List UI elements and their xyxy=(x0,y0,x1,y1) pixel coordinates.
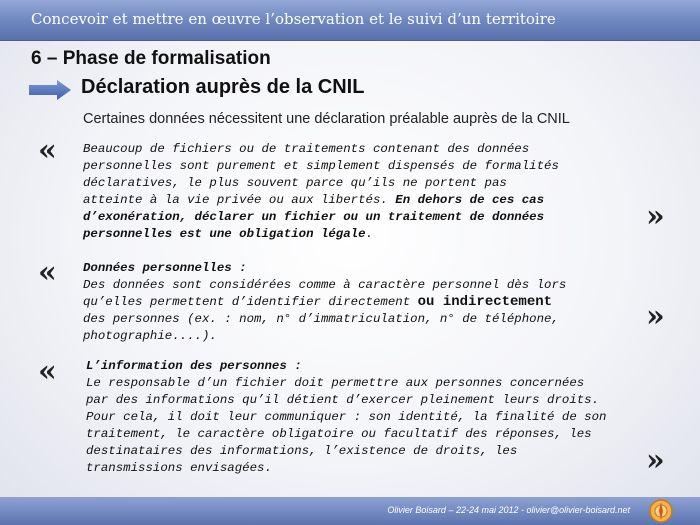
text-line-bold: personnelles est une obligation légale xyxy=(83,227,366,241)
slide-subtitle: Déclaration auprès de la CNIL xyxy=(81,76,365,98)
close-quote-mark: » xyxy=(646,443,665,478)
block-heading: L’information des personnes : xyxy=(86,359,302,373)
footer-credit: Olivier Boisard – 22-24 mai 2012 - olivier@olivier-boisard.net xyxy=(387,505,630,515)
text-emphasis: ou indirectement xyxy=(417,294,553,310)
quote-block-2 xyxy=(83,260,566,345)
text-line: par des informations qu’il détient d’exercer pleinement leurs droits. xyxy=(86,393,600,407)
text-line-bold: d’exonération, déclarer un fichier ou un traitement de données xyxy=(83,210,545,224)
text-line: destinataires des informations, l’existence de droits, les xyxy=(86,444,518,458)
text-line: atteinte à la vie privée ou aux libertés. xyxy=(83,193,396,207)
close-quote-mark: » xyxy=(646,299,665,334)
close-quote-mark: » xyxy=(646,199,665,234)
quote-block-1 xyxy=(83,141,559,243)
block-heading: Données personnelles : xyxy=(83,261,247,275)
text-line: déclaratives, le plus souvent parce qu’ils ne portent pas xyxy=(83,176,507,190)
text-line: Pour cela, il doit leur communiquer : son identité, la finalité de son xyxy=(86,410,607,424)
intro-text: Certaines données nécessitent une déclaration préalable auprès de la CNIL xyxy=(83,111,570,127)
section-title: 6 – Phase de formalisation xyxy=(31,48,271,69)
open-quote-mark: « xyxy=(38,133,57,168)
text-line: des personnes (ex. : nom, n° d’immatriculation, n° de téléphone, xyxy=(83,312,559,326)
text-line: Des données sont considérées comme à caractère personnel dès lors xyxy=(83,278,567,292)
footer-bar xyxy=(0,497,700,525)
presentation-title: Concevoir et mettre en œuvre l’observation et le suivi d’un territoire xyxy=(31,10,556,28)
text-line: transmissions envisagées. xyxy=(86,461,272,475)
quote-block-3 xyxy=(86,358,607,477)
compass-logo-icon xyxy=(648,498,674,524)
text-line: personnelles sont purement et simplement dispensés de formalités xyxy=(83,159,559,173)
text-line-bold: En dehors de ces cas xyxy=(395,193,545,207)
arrow-right-icon xyxy=(29,80,71,100)
header-bar xyxy=(0,0,700,41)
text-line: qu’elles permettent d’identifier directement xyxy=(83,295,418,309)
text-line: Le responsable d’un fichier doit permettre aux personnes concernées xyxy=(86,376,585,390)
text-punct: . xyxy=(365,227,373,241)
open-quote-mark: « xyxy=(38,354,57,389)
text-line: traitement, le caractère obligatoire ou facultatif des réponses, les xyxy=(86,427,592,441)
text-line: Beaucoup de fichiers ou de traitements contenant des données xyxy=(83,142,530,156)
text-line: photographie....). xyxy=(83,329,217,343)
open-quote-mark: « xyxy=(38,255,57,290)
